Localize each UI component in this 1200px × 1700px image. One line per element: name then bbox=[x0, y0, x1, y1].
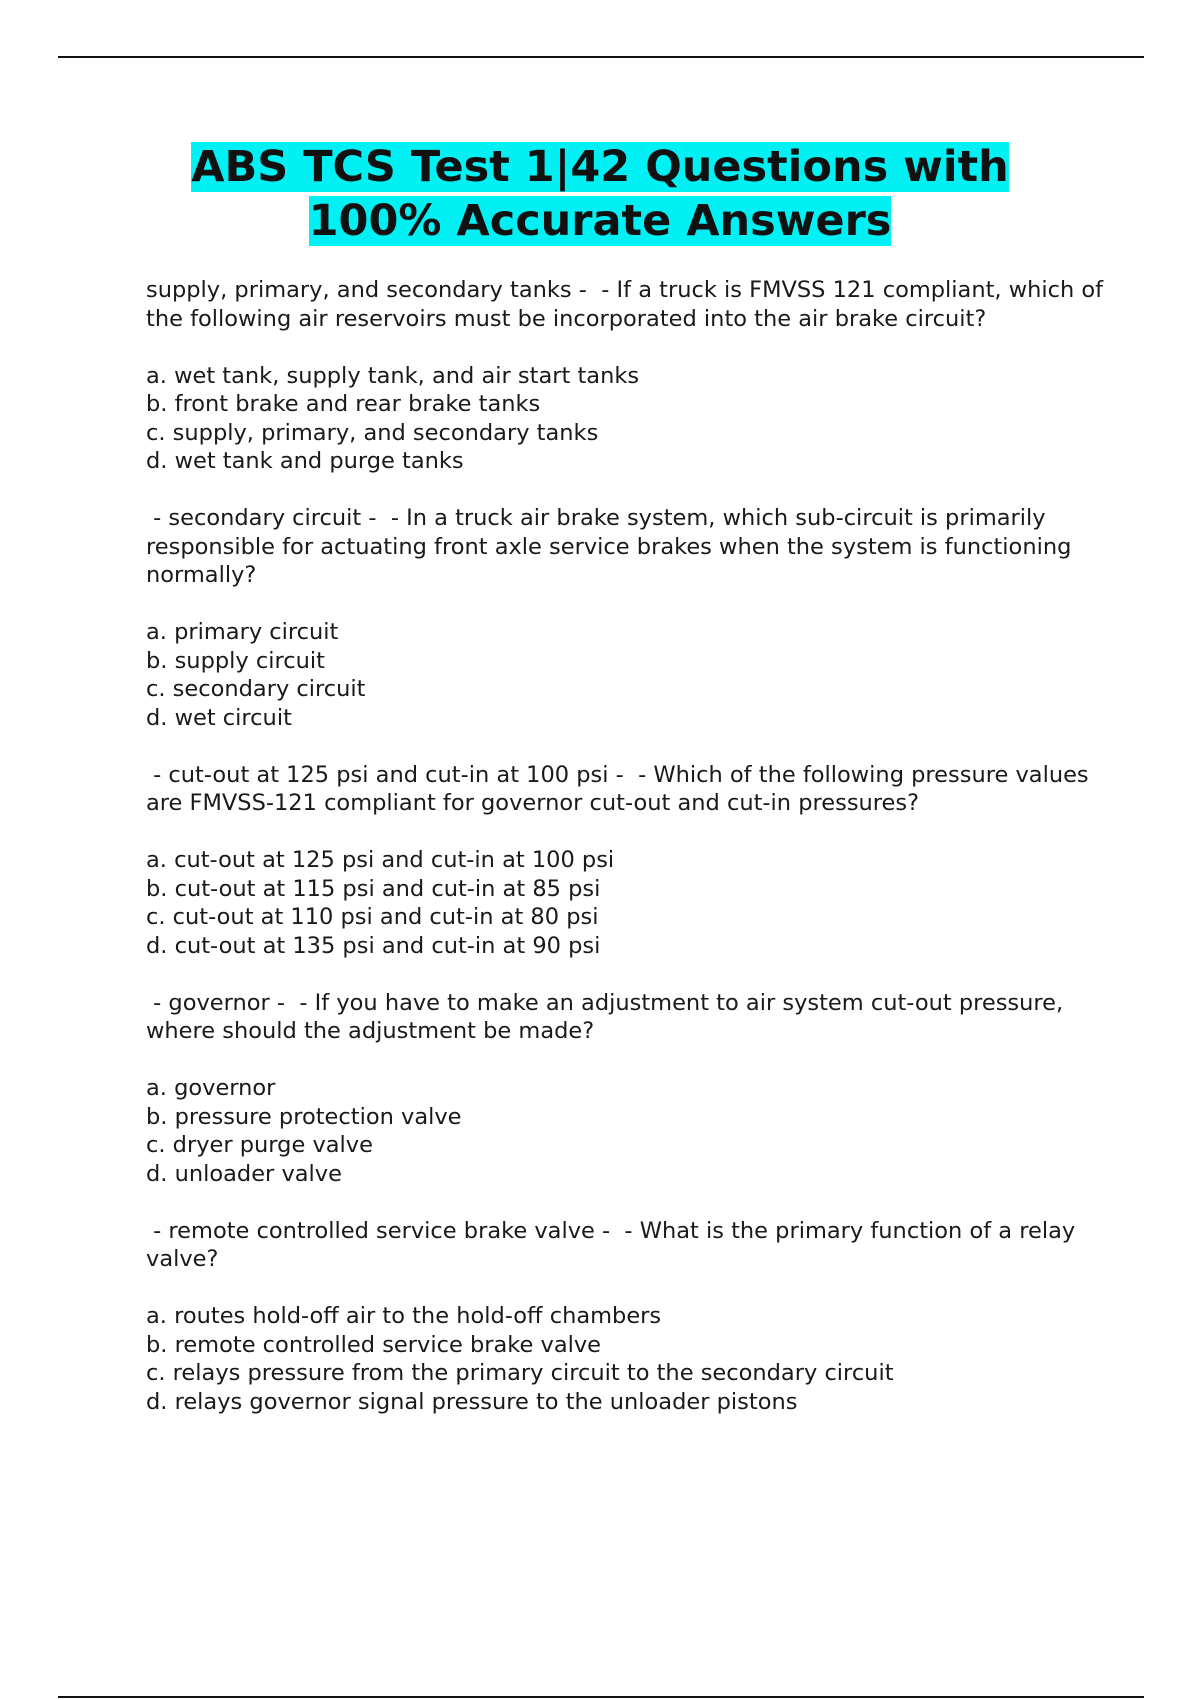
answer-option: d. wet tank and purge tanks bbox=[146, 448, 464, 474]
title-line-1: ABS TCS Test 1|42 Questions with bbox=[191, 142, 1009, 192]
title-line-2: 100% Accurate Answers bbox=[308, 196, 892, 246]
answer-option: c. secondary circuit bbox=[146, 676, 366, 702]
answer-options bbox=[146, 1302, 1106, 1416]
answer-option: d. wet circuit bbox=[146, 704, 292, 731]
answer-option: c. cut-out at 110 psi and cut-in at 80 psi bbox=[146, 904, 599, 930]
answer-option: b. front brake and rear brake tanks bbox=[146, 391, 541, 417]
question-5 bbox=[146, 1217, 1106, 1417]
answer-option: a. routes hold-off air to the hold-off chambers bbox=[146, 1303, 662, 1329]
question-text: - cut-out at 125 psi and cut-in at 100 psi - - Which of the following pressure values are FMVSS-121 compliant for governor cut-out and cut-in pressures? bbox=[146, 761, 1096, 816]
answer-option: d. unloader valve bbox=[146, 1160, 342, 1187]
answer-options bbox=[146, 1074, 1106, 1188]
answer-options bbox=[146, 618, 1106, 732]
question-text: - remote controlled service brake valve - - What is the primary function of a relay valve? bbox=[146, 1217, 1083, 1272]
answer-option: b. pressure protection valve bbox=[146, 1103, 462, 1130]
answer-option: c. dryer purge valve bbox=[146, 1132, 373, 1158]
question-3 bbox=[146, 761, 1106, 961]
answer-option: c. supply, primary, and secondary tanks bbox=[146, 419, 599, 446]
answer-option: d. cut-out at 135 psi and cut-in at 90 psi bbox=[146, 932, 601, 959]
answer-option: d. relays governor signal pressure to the unloader pistons bbox=[146, 1388, 798, 1415]
answer-options bbox=[146, 362, 1106, 476]
header-rule bbox=[58, 56, 1144, 58]
answer-option: b. cut-out at 115 psi and cut-in at 85 psi bbox=[146, 875, 601, 902]
answer-option: a. governor bbox=[146, 1075, 276, 1101]
question-text: supply, primary, and secondary tanks - - If a truck is FMVSS 121 compliant, which of the following air reservoirs must be incorporated into the air brake circuit? bbox=[146, 277, 1111, 332]
question-4 bbox=[146, 989, 1106, 1189]
answer-option: b. supply circuit bbox=[146, 647, 325, 674]
answer-option: a. cut-out at 125 psi and cut-in at 100 psi bbox=[146, 847, 615, 873]
answer-option: c. relays pressure from the primary circuit to the secondary circuit bbox=[146, 1360, 894, 1386]
answer-options bbox=[146, 846, 1106, 960]
document-body bbox=[146, 276, 1111, 1445]
answer-option: a. primary circuit bbox=[146, 619, 339, 645]
footer-rule bbox=[58, 1696, 1144, 1698]
document-title bbox=[0, 140, 1200, 248]
question-text: - secondary circuit - - In a truck air brake system, which sub-circuit is primarily responsible for actuating front axle service brakes when the system is functioning normally? bbox=[146, 505, 1079, 588]
answer-option: a. wet tank, supply tank, and air start tanks bbox=[146, 362, 640, 389]
question-text: - governor - - If you have to make an adjustment to air system cut-out pressure, where should the adjustment be made? bbox=[146, 989, 1071, 1044]
question-2 bbox=[146, 504, 1106, 732]
answer-option: b. remote controlled service brake valve bbox=[146, 1331, 602, 1358]
question-1 bbox=[146, 276, 1111, 476]
